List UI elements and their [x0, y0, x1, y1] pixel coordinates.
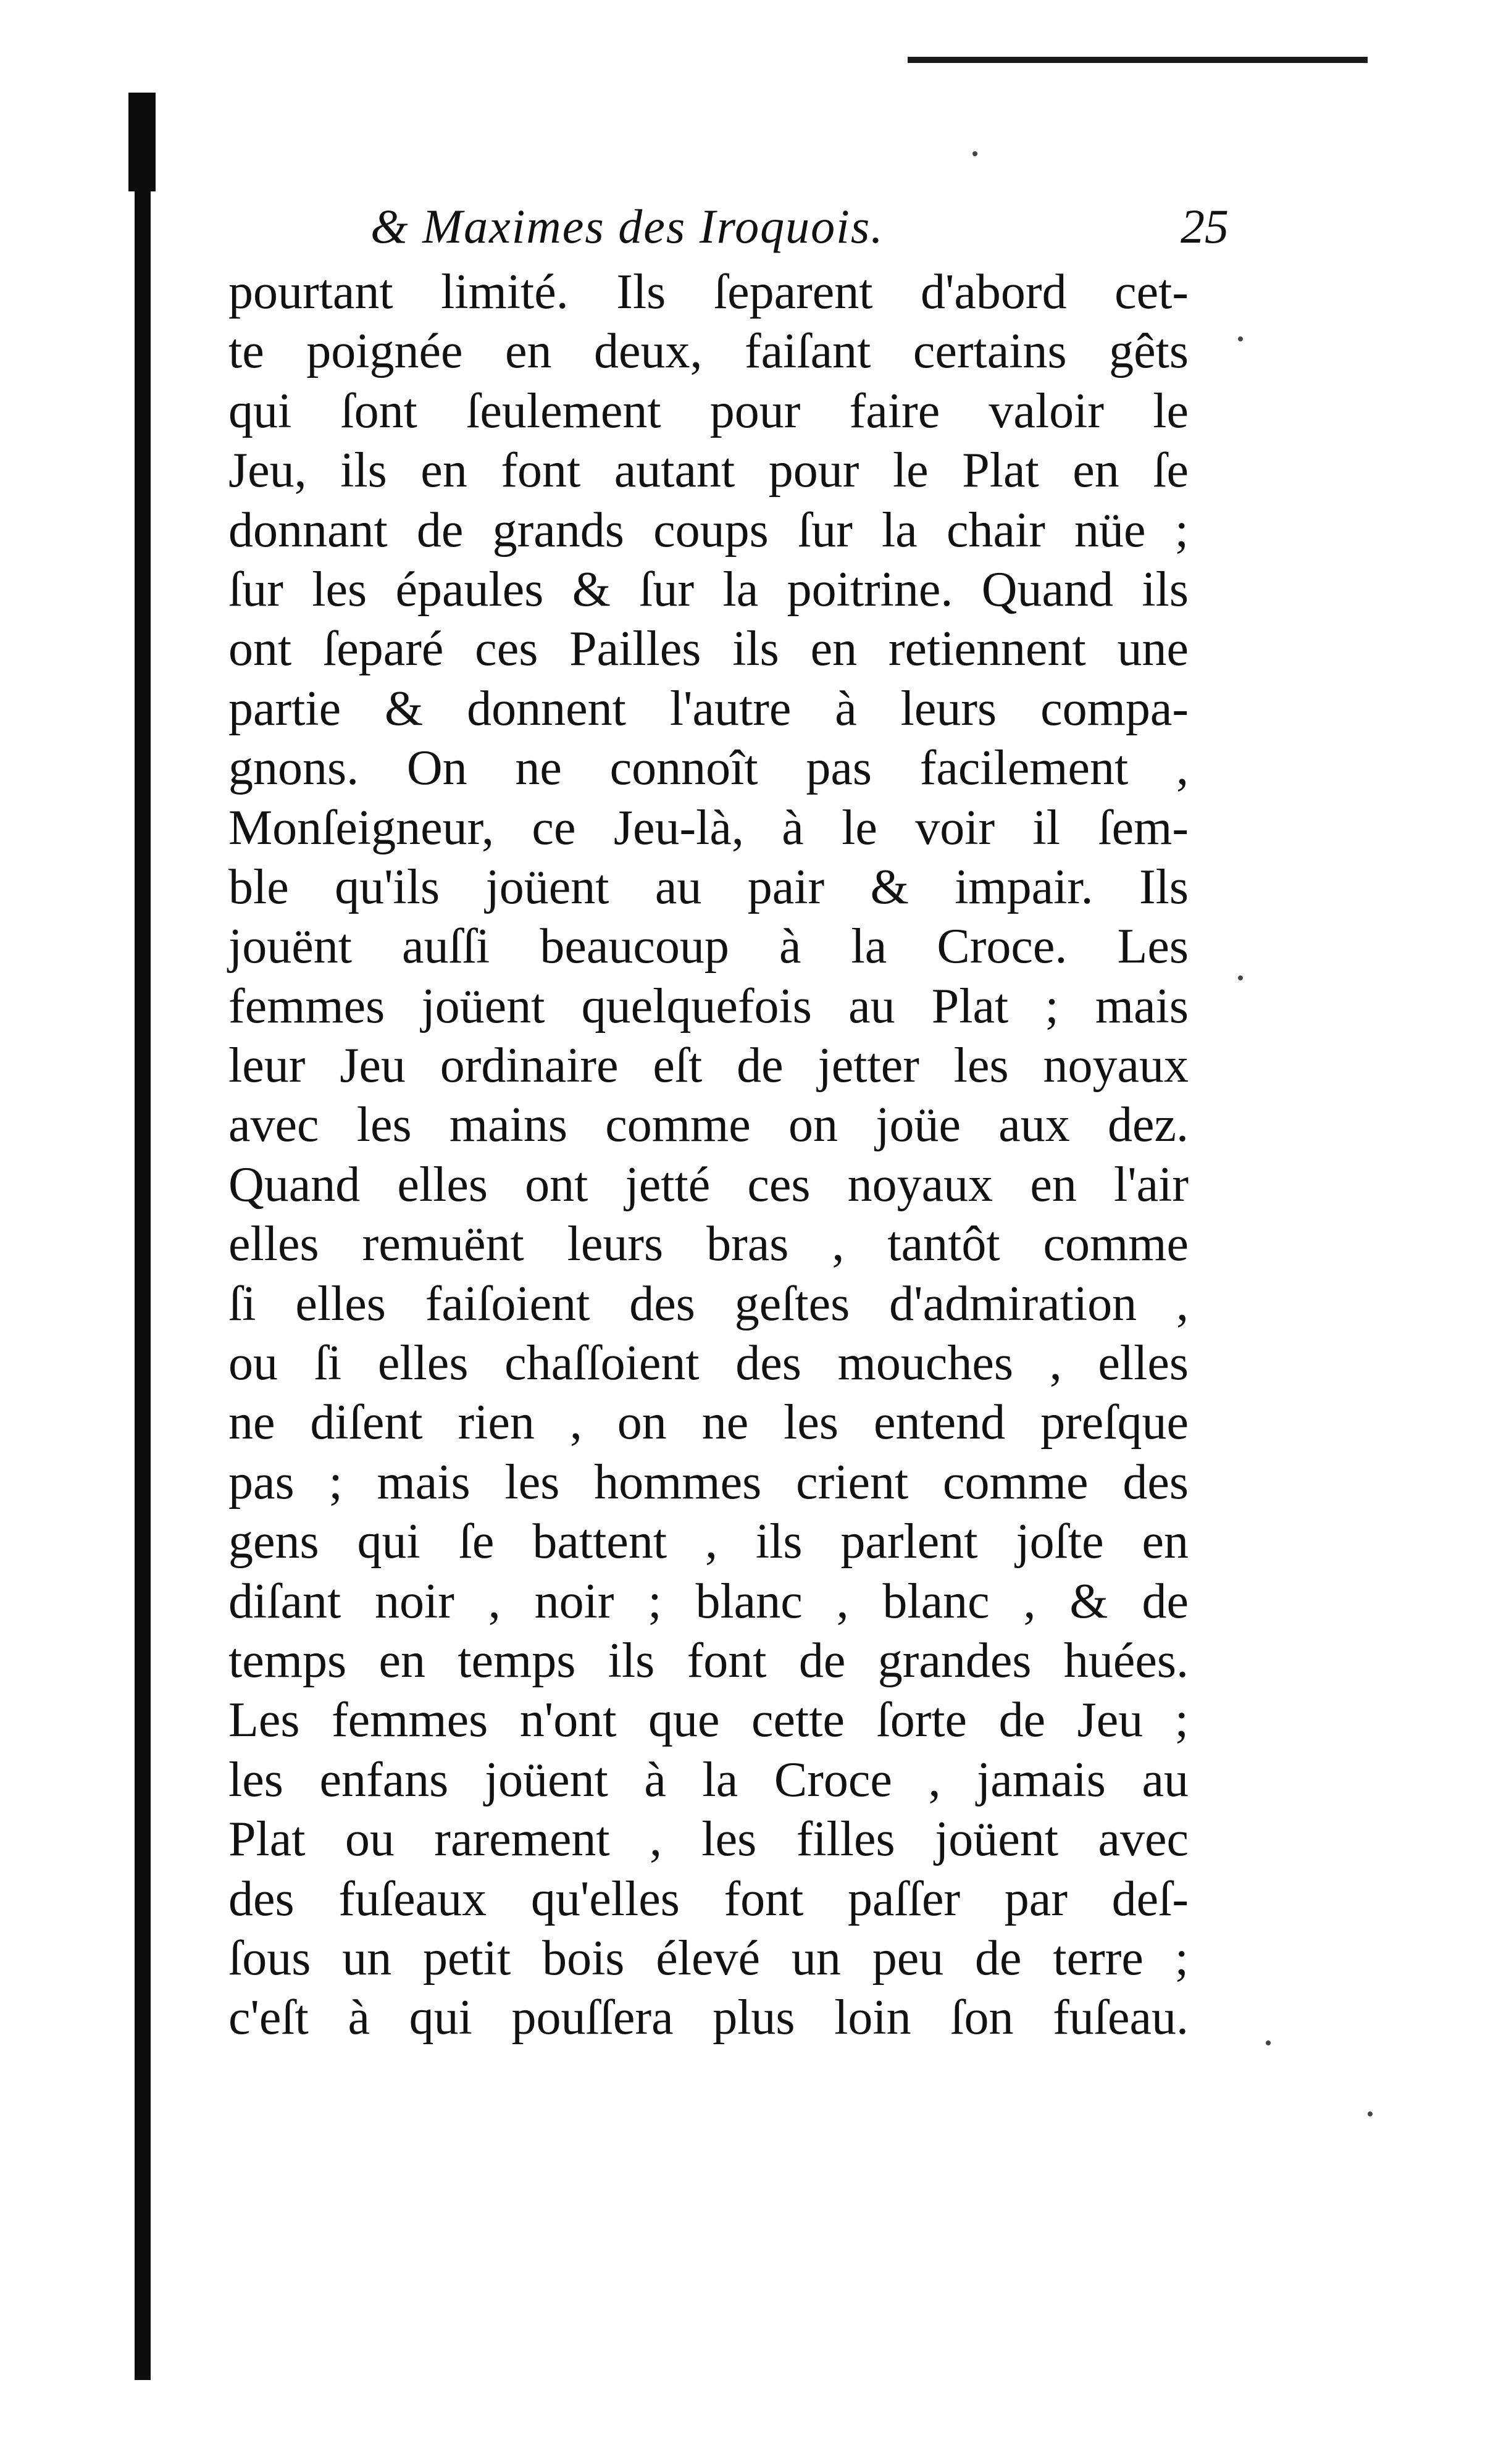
text-line: diſant noir , noir ; blanc , blanc , & de — [228, 1574, 1189, 1629]
text-line: ou ſi elles chaſſoient des mouches , elles — [228, 1336, 1189, 1391]
text-line: des fuſeaux qu'elles font paſſer par deſ- — [228, 1871, 1189, 1926]
running-header — [228, 199, 1229, 267]
text-line: les enfans joüent à la Croce , jamais au — [228, 1752, 1189, 1807]
text-line: pourtant limité. Ils ſeparent d'abord cet- — [228, 265, 1189, 319]
text-line: femmes joüent quelquefois au Plat ; mais — [228, 979, 1189, 1034]
binding-edge-bar — [135, 96, 151, 2380]
text-line: ſous un petit bois élevé un peu de terre ; — [228, 1931, 1189, 1986]
text-line: ſi elles faiſoient des geſtes d'admiration , — [228, 1276, 1189, 1331]
text-line: Les femmes n'ont que cette ſorte de Jeu ; — [228, 1693, 1189, 1748]
text-line: ble qu'ils joüent au pair & impair. Ils — [228, 859, 1189, 914]
text-line: gnons. On ne connoît pas facilement , — [228, 741, 1189, 796]
running-title: & Maximes des Iroquois. — [370, 199, 884, 253]
body-text — [228, 262, 1189, 2048]
text-line: jouënt auſſi beaucoup à la Croce. Les — [228, 919, 1189, 974]
text-line: leur Jeu ordinaire eſt de jetter les noyaux — [228, 1038, 1189, 1093]
text-line: gens qui ſe battent , ils parlent joſte en — [228, 1514, 1189, 1569]
text-line: temps en temps ils font de grandes huées. — [228, 1633, 1189, 1688]
print-speck — [1266, 2040, 1271, 2045]
text-line: c'eſt à qui pouſſera plus loin ſon fuſeau. — [228, 1990, 1189, 2045]
text-line: donnant de grands coups ſur la chair nüe ; — [228, 503, 1189, 558]
text-line: ne diſent rien , on ne les entend preſque — [228, 1395, 1189, 1450]
print-speck — [1238, 336, 1243, 341]
text-line: elles remuënt leurs bras , tantôt comme — [228, 1217, 1189, 1272]
top-rule-line — [908, 57, 1368, 63]
text-line: Monſeigneur, ce Jeu-là, à le voir il ſem- — [228, 800, 1189, 855]
text-line: avec les mains comme on joüe aux dez. — [228, 1098, 1189, 1153]
text-line: Jeu, ils en font autant pour le Plat en ſe — [228, 443, 1189, 498]
print-speck — [972, 151, 977, 156]
text-line: Plat ou rarement , les filles joüent avec — [228, 1812, 1189, 1867]
print-speck — [1368, 2111, 1373, 2116]
page-number: 25 — [1181, 199, 1229, 253]
text-line: partie & donnent l'autre à leurs compa- — [228, 681, 1189, 736]
text-line: te poignée en deux, faiſant certains gêts — [228, 324, 1189, 379]
print-speck — [1238, 975, 1243, 980]
text-line: Quand elles ont jetté ces noyaux en l'air — [228, 1157, 1189, 1212]
text-line: qui ſont ſeulement pour faire valoir le — [228, 383, 1189, 438]
text-line: ont ſeparé ces Pailles ils en retiennent une — [228, 622, 1189, 677]
text-line: pas ; mais les hommes crient comme des — [228, 1455, 1189, 1510]
text-line: ſur les épaules & ſur la poitrine. Quand ils — [228, 562, 1189, 617]
